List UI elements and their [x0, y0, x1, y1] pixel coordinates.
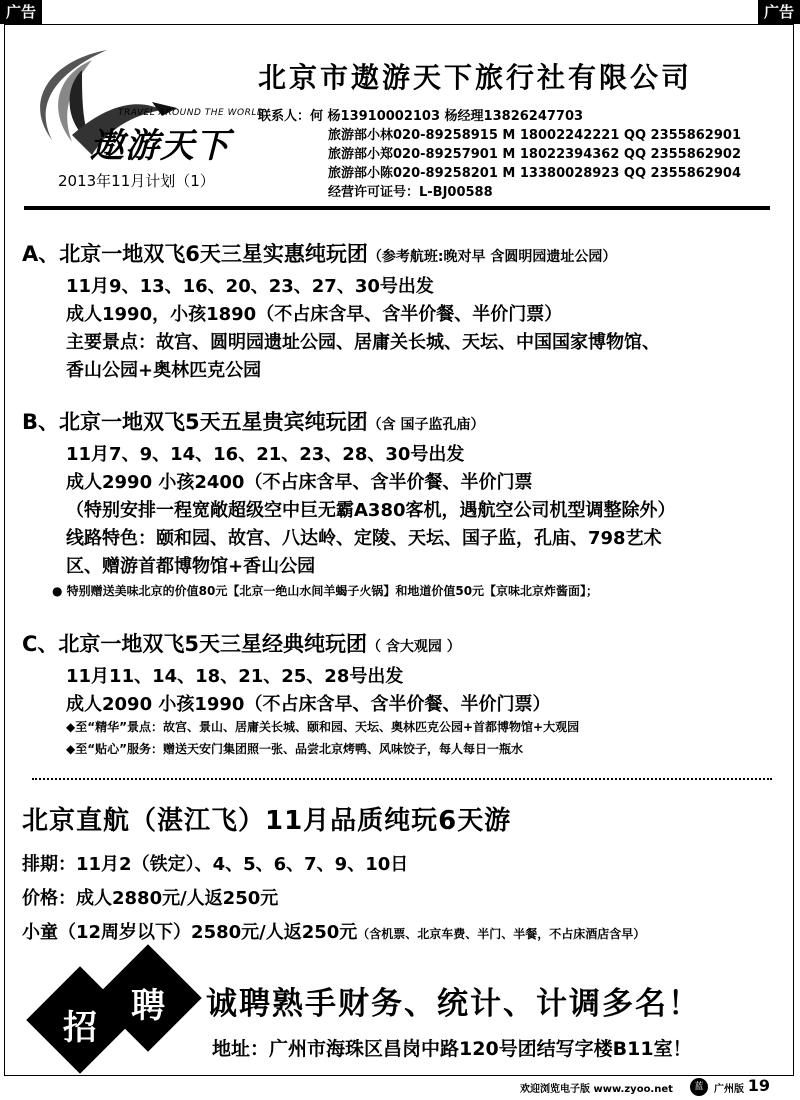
- contact-line: 旅游部小陈020-89258201 M 13380028923 QQ 2355862904: [328, 166, 741, 181]
- section-c-highlights: ◆至“精华”景点：故宫、景山、居庸关长城、颐和园、天坛、奥林匹克公园+首都博物馆+大观园: [66, 720, 580, 734]
- section-b-spots-cont: 区、赠游首都博物馆+香山公园: [66, 556, 316, 577]
- recruit-address: 地址：广州市海珠区昌岗中路120号团结写字楼B11室！: [212, 1038, 692, 1060]
- header-divider: [24, 206, 770, 210]
- company-name: 北京市遨游天下旅行社有限公司: [258, 61, 693, 94]
- section-b-title: [22, 406, 485, 436]
- section-c-price: 成人2090 小孩1990（不占床含早、含半价餐、半价门票）: [66, 694, 551, 715]
- contact-line: 联系人：何 杨13910002103 杨经理13826247703: [258, 109, 584, 124]
- section-b-spots: 线路特色：颐和园、故宫、八达岭、定陵、天坛、国子监，孔庙、798艺术: [66, 528, 662, 549]
- section-a-spots: 主要景点：故宫、圆明园遗址公园、居庸关长城、天坛、中国国家博物馆、: [66, 332, 660, 353]
- page-number: 19: [747, 1076, 770, 1095]
- section-a-note: （参考航班:晚对早 含圆明园遗址公园）: [367, 249, 617, 265]
- contact-line: 旅游部小林020-89258915 M 18002242221 QQ 2355862901: [328, 128, 741, 143]
- recruit-char-1: 招: [63, 1008, 97, 1048]
- ad-tag-right: 广告: [758, 0, 800, 24]
- direct-schedule: 排期：11月2（铁定）、4、5、6、7、9、10日: [22, 854, 409, 875]
- section-c-dates: 11月11、14、18、21、25、28号出发: [66, 666, 404, 687]
- section-b-special: （特别安排一程宽敞超级空中巨无霸A380客机，遇航空公司机型调整除外）: [66, 500, 676, 521]
- section-a-title: [22, 238, 616, 268]
- section-c-title-text: C、北京一地双飞5天三星经典纯玩团: [22, 632, 368, 656]
- direct-child-note: （含机票、北京车费、半门、半餐，不占床酒店含早）: [357, 927, 646, 941]
- section-c-services: ◆至“贴心”服务：赠送天安门集团照一张、品尝北京烤鸭、风味饺子，每人每日一瓶水: [66, 742, 524, 756]
- direct-child-price: [22, 918, 645, 944]
- section-c-title: [22, 628, 461, 658]
- edition-badge: 蓝: [690, 1078, 708, 1096]
- direct-price: 价格：成人2880元/人返250元: [22, 888, 279, 909]
- plan-title: 2013年11月计划（1）: [58, 172, 215, 190]
- section-b-note: （含 国子监孔庙）: [367, 417, 485, 433]
- section-b-gift: ● 特别赠送美味北京的价值80元【北京一绝山水间羊蝎子火锅】和地道价值50元【京味北京炸酱面】；: [52, 584, 599, 598]
- section-b-title-text: B、北京一地双飞5天五星贵宾纯玩团: [22, 410, 368, 434]
- contact-line: 旅游部小郑020-89257901 M 18022394362 QQ 2355862902: [328, 147, 741, 162]
- direct-child-text: 小童（12周岁以下）2580元/人返250元: [22, 922, 358, 943]
- logo-english: TRAVEL AROUND THE WORLD: [118, 108, 265, 118]
- section-a-title-text: A、北京一地双飞6天三星实惠纯玩团: [22, 242, 368, 266]
- section-a-price: 成人1990，小孩1890（不占床含早、含半价餐、半价门票）: [66, 304, 563, 325]
- section-a-spots-cont: 香山公园+奥林匹克公园: [66, 360, 262, 381]
- section-a-dates: 11月9、13、16、20、23、27、30号出发: [66, 276, 434, 297]
- section-c-note: （ 含大观园 ）: [367, 639, 461, 655]
- section-b-dates: 11月7、9、14、16、21、23、28、30号出发: [66, 444, 465, 465]
- recruit-text: 诚聘熟手财务、统计、计调多名！: [206, 986, 701, 1022]
- footer-welcome: 欢迎浏览电子版 www.zyoo.net: [520, 1084, 673, 1095]
- ad-tag-left: 广告: [0, 0, 42, 24]
- footer-edition: 广州版: [714, 1084, 744, 1095]
- section-b-price: 成人2990 小孩2400（不占床含早、含半价餐、半价门票: [66, 472, 533, 493]
- logo-chinese: 遨游天下: [90, 126, 230, 166]
- license-line: 经营许可证号：L-BJ00588: [328, 185, 493, 200]
- recruit-char-2: 聘: [131, 986, 165, 1026]
- dotted-divider: [32, 778, 772, 780]
- direct-flight-title: 北京直航（湛江飞）11月品质纯玩6天游: [22, 806, 512, 836]
